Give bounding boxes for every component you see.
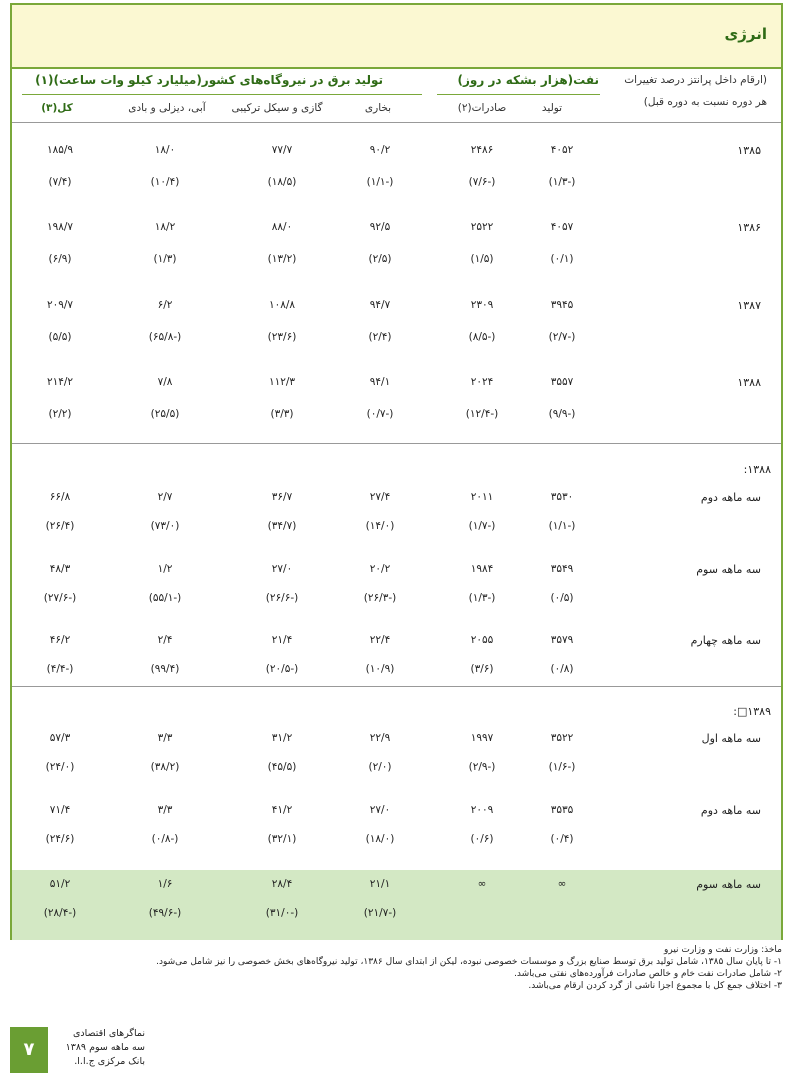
col-header-gas: گازی و سیکل ترکیبی — [231, 102, 323, 114]
footnotes — [22, 944, 782, 992]
footnote-source: ماخذ: وزارت نفت و وزارت نیرو — [664, 945, 782, 955]
publication-info: نماگرهای اقتصادی سه ماهه سوم ۱۳۸۹ بانک مرکزی ج.ا.ا. — [65, 1028, 145, 1067]
table-frame: انرژی (ارقام داخل پرانتز درصد تغییرات هر دوره نسبت به دوره قبل) نفت(هزار بشکه در روز) تولید برق در نیروگاه‌های کشور(میلیارد کیلو وات ساعت)(۱) تولید صادرات(۲) بخاری گازی و سیکل ترکیبی آبی، دیزلی و بادی کل(۳) ۱۳۸۸: ۱۳۸۹□: ۱۳۸۵ ۴۰۵۲ ۲۴۸۶ ۹۰/۲ ۷۷/۷ ۱۸/۰ ۱۸۵/۹ (-۱/۳) (-۷/۶) (-۱/۱) (۱۸/۵) (۱۰/۴) (۷/۴) ۱۳۸۶ ۴۰۵۷ ۲۵۲۲ ۹۲/۵ ۸۸/۰ ۱۸/۲ ۱۹۸/۷ (۰/۱) (۱/۵) (۲/۵) (۱۳/۲) (۱/۳) (۶/۹) ۱۳۸۷ ۳۹۴۵ ۲۳۰۹ ۹۴/۷ ۱۰۸/۸ ۶/۲ ۲۰۹/۷ (-۲/۷) (-۸/۵) (۲/۴) (۲۳/۶) (-۶۵/۸) (۵/۵) ۱۳۸۸ ۳۵۵۷ ۲۰۲۴ ۹۴/۱ ۱۱۲/۳ ۷/۸ ۲۱۴/۲ (-۹/۹) (-۱۲/۴) (-۰/۷) (۳/۳) (۲۵/۵) (۲/۲) سه ماهه دوم ۳۵۳۰ ۲۰۱۱ ۲۷/۴ ۳۶/۷ ۲/۷ ۶۶/۸ (-۱/۱) (-۱/۷) (۱۴/۰) (۳۴/۷) (۷۳/۰) (۲۶/۴) سه ماهه سوم ۳۵۴۹ ۱۹۸۴ ۲۰/۲ ۲۷/۰ ۱/۲ ۴۸/۳ (۰/۵) (-۱/۳) (-۲۶/۳) (-۲۶/۶) (-۵۵/۱) (-۲۷/۶) سه ماهه چهارم ۳۵۷۹ ۲۰۵۵ ۲۲/۴ ۲۱/۴ ۲/۴ ۴۶/۲ (۰/۸) (۳/۶) (۱۰/۹) (-۲۰/۵) (۹۹/۴) (-۴/۴) سه ماهه اول ۳۵۲۲ ۱۹۹۷ ۲۲/۹ ۳۱/۲ ۳/۳ ۵۷/۳ (-۱/۶) (-۲/۹) (۲/۰) (۴۵/۵) (۳۸/۲) (۲۴/۰) سه ماهه دوم ۳۵۳۵ ۲۰۰۹ ۲۷/۰ ۴۱/۲ ۳/۳ ۷۱/۴ (۰/۴) (۰/۶) (۱۸/۰) (۳۲/۱) (-۰/۸) (۲۴/۶) سه ماهه سوم ∞ ∞ ۲۱/۱ ۲۸/۴ ۱/۶ ۵۱/۲ (-۲۱/۷) (-۳۱/۰) (-۴۹/۶) (-۲۸/۴) — [10, 3, 783, 940]
footnote-1: ۱- تا پایان سال ۱۳۸۵، شامل تولید برق توسط صنایع بزرگ و موسسات خصوصی نبوده، لیکن از ابتدای سال ۱۳۸۶، تولید نیروگاه‌های بخش خصوصی را نیز شامل می‌شود. — [156, 957, 782, 967]
footnote-3: ۳- اختلاف جمع کل با مجموع اجزا ناشی از گرد کردن ارقام می‌باشد. — [528, 981, 782, 991]
title-bar — [12, 5, 781, 69]
col-header-oil-production: تولید — [541, 102, 563, 114]
col-header-steam: بخاری — [364, 102, 392, 114]
section-label-1389: ۱۳۸۹□: — [733, 705, 771, 718]
col-header-total: کل(۳) — [41, 102, 73, 114]
col-header-oil-exports: صادرات(۲) — [457, 102, 507, 114]
oil-group-underline — [437, 94, 600, 95]
oil-group-header: نفت(هزار بشکه در روز) — [457, 73, 599, 87]
section-label-1388: ۱۳۸۸: — [743, 463, 771, 476]
page-title: انرژی — [724, 25, 767, 43]
electricity-group-header: تولید برق در نیروگاه‌های کشور(میلیارد کیلو وات ساعت)(۱) — [35, 73, 383, 87]
section-divider-1389 — [12, 686, 781, 687]
page-number: ۷ — [10, 1027, 48, 1073]
footnote-2: ۲- شامل صادرات نفت خام و خالص صادرات فرآورده‌های نفتی می‌باشد. — [514, 969, 782, 979]
section-divider-1388 — [12, 443, 781, 444]
header-note: (ارقام داخل پرانتز درصد تغییرات هر دوره نسبت به دوره قبل) — [624, 74, 767, 108]
electricity-group-underline — [22, 94, 422, 95]
header-divider — [12, 122, 781, 123]
col-header-hydro: آبی، دیزلی و بادی — [128, 102, 206, 114]
